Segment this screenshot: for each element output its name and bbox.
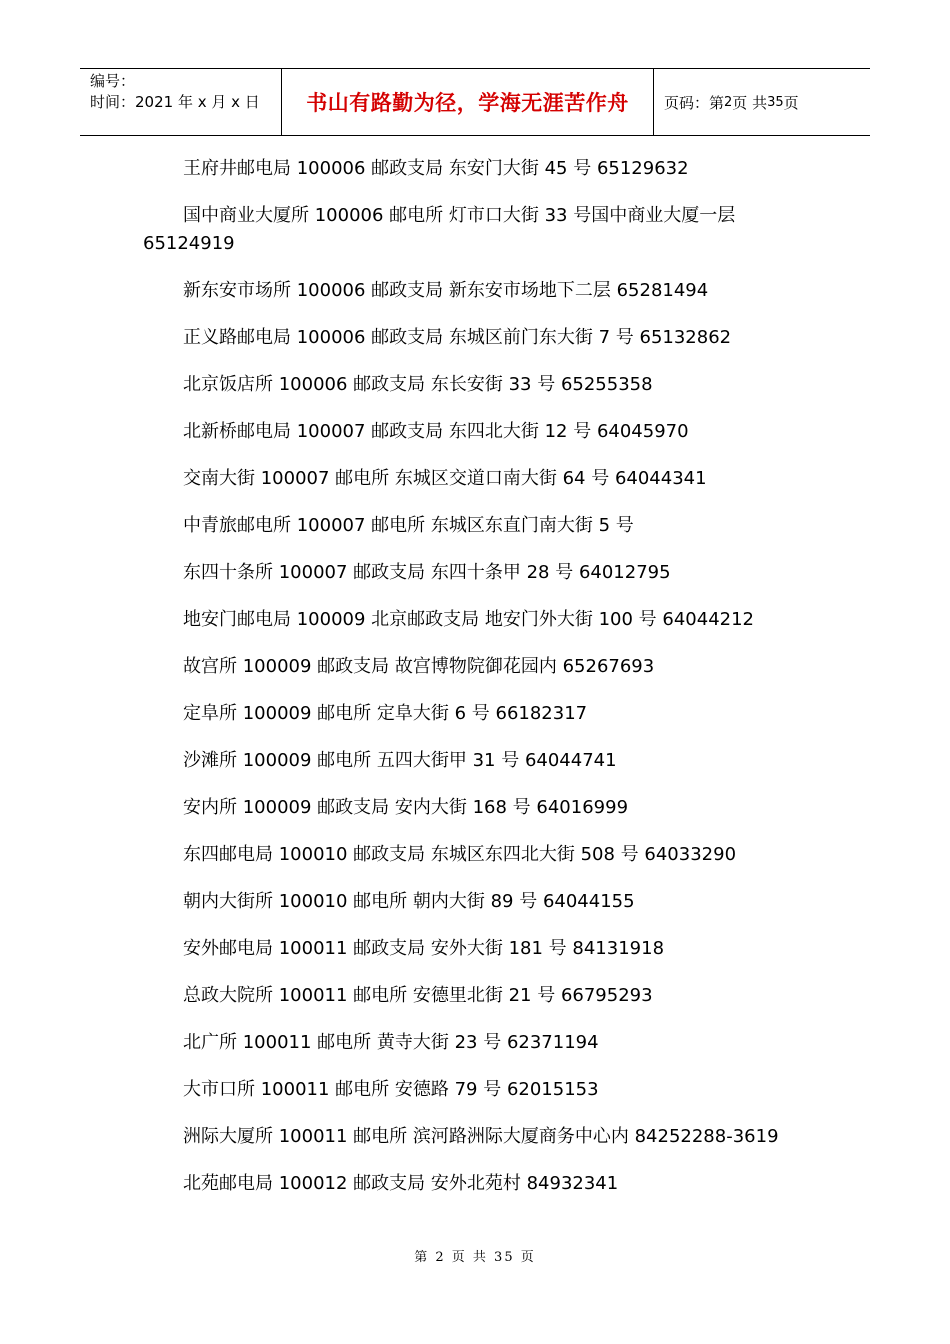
page-current: 2: [724, 94, 733, 110]
list-item: 王府井邮电局 100006 邮政支局 东安门大街 45 号 65129632: [183, 158, 689, 179]
list-item: 北新桥邮电局 100007 邮政支局 东四北大街 12 号 64045970: [183, 421, 689, 442]
header-page-number: [654, 69, 870, 135]
list-item: 故宫所 100009 邮政支局 故宫博物院御花园内 65267693: [183, 656, 655, 677]
page-header: [80, 68, 870, 136]
list-item: 安内所 100009 邮政支局 安内大街 168 号 64016999: [183, 797, 629, 818]
list-item: 交南大街 100007 邮电所 东城区交道口南大街 64 号 64044341: [183, 468, 707, 489]
list-item: 总政大院所 100011 邮电所 安德里北街 21 号 66795293: [183, 985, 653, 1006]
list-item: 国中商业大厦所 100006 邮电所 灯市口大街 33 号国中商业大厦一层 65124919: [143, 205, 736, 254]
header-meta: [80, 69, 282, 135]
page-suffix: 页: [783, 93, 799, 112]
page-footer: 第 2 页 共 35 页: [414, 1250, 536, 1265]
list-item: 北京饭店所 100006 邮政支局 东长安街 33 号 65255358: [183, 374, 653, 395]
page-mid: 页 共: [732, 93, 768, 112]
list-item: 沙滩所 100009 邮电所 五四大街甲 31 号 64044741: [183, 750, 617, 771]
page-total: 35: [767, 94, 784, 110]
document-number-label: 编号：: [90, 72, 136, 90]
page-prefix: 页码：第: [664, 93, 725, 112]
document-date: 时间：2021 年 x 月 x 日: [90, 93, 260, 111]
list-item: 中青旅邮电所 100007 邮电所 东城区东直门南大街 5 号: [183, 515, 634, 536]
list-item: 朝内大街所 100010 邮电所 朝内大街 89 号 64044155: [183, 891, 635, 912]
list-item: 安外邮电局 100011 邮政支局 安外大街 181 号 84131918: [183, 938, 665, 959]
list-item: 东四邮电局 100010 邮政支局 东城区东四北大街 508 号 64033290: [183, 844, 737, 865]
list-item: 北广所 100011 邮电所 黄寺大街 23 号 62371194: [183, 1032, 599, 1053]
list-item: 新东安市场所 100006 邮政支局 新东安市场地下二层 65281494: [183, 280, 709, 301]
list-item: 东四十条所 100007 邮政支局 东四十条甲 28 号 64012795: [183, 562, 671, 583]
list-item: 洲际大厦所 100011 邮电所 滨河路洲际大厦商务中心内 84252288-3619: [183, 1126, 779, 1147]
list-item: 定阜所 100009 邮电所 定阜大街 6 号 66182317: [183, 703, 588, 724]
list-item: 大市口所 100011 邮电所 安德路 79 号 62015153: [183, 1079, 599, 1100]
header-motto: 书山有路勤为径，学海无涯苦作舟: [282, 69, 654, 135]
list-item: 地安门邮电局 100009 北京邮政支局 地安门外大街 100 号 64044212: [183, 609, 755, 630]
list-item: 北苑邮电局 100012 邮政支局 安外北苑村 84932341: [183, 1173, 619, 1194]
post-office-list: [143, 155, 823, 1217]
list-item: 正义路邮电局 100006 邮政支局 东城区前门东大街 7 号 65132862: [183, 327, 732, 348]
